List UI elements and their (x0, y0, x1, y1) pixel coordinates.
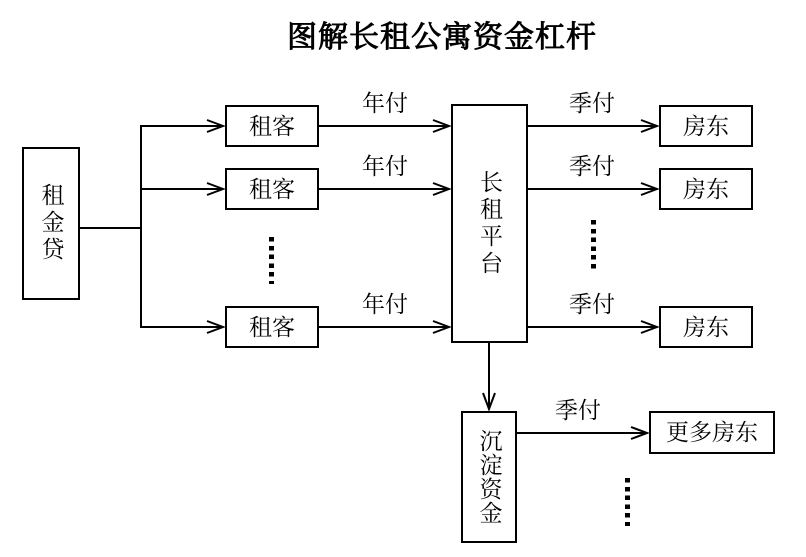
node-tenant-1 (225, 105, 319, 147)
edge-label-annual-2: 年付 (362, 153, 408, 179)
ellipsis-dots-landlords (591, 220, 596, 271)
node-more-landlords-label: 更多房东 (666, 419, 758, 445)
edge-label-annual-3: 年付 (362, 291, 408, 317)
edge-label-quarterly-3: 季付 (569, 291, 615, 317)
node-landlord-3-label: 房东 (683, 313, 729, 340)
node-more-landlords (649, 411, 775, 454)
node-tenant-2-label: 租客 (249, 175, 295, 202)
edge-label-quarterly-2: 季付 (569, 153, 615, 179)
node-landlord-3 (659, 306, 753, 348)
node-rent-loan-label: 租金贷 (38, 183, 65, 264)
edge-label-quarterly-4: 季付 (555, 397, 601, 423)
diagram-title: 图解长租公寓资金杠杆 (287, 21, 597, 54)
node-tenant-1-label: 租客 (249, 112, 295, 139)
ellipsis-dots-tenants (269, 237, 274, 284)
node-tenant-3-label: 租客 (249, 313, 295, 340)
node-rent-loan (22, 147, 80, 300)
node-platform (451, 104, 528, 343)
node-landlord-1 (659, 105, 753, 147)
node-landlord-2 (659, 168, 753, 210)
node-deposited-funds-label: 沉淀资金 (476, 429, 503, 525)
edge-label-annual-1: 年付 (362, 90, 408, 116)
node-platform-label: 长租平台 (477, 169, 503, 278)
edge-label-quarterly-1: 季付 (569, 90, 615, 116)
node-landlord-1-label: 房东 (683, 112, 729, 139)
node-tenant-3 (225, 306, 319, 348)
node-deposited-funds (461, 411, 517, 543)
node-landlord-2-label: 房东 (683, 175, 729, 202)
node-tenant-2 (225, 168, 319, 210)
ellipsis-dots-more-landlords (625, 478, 630, 526)
